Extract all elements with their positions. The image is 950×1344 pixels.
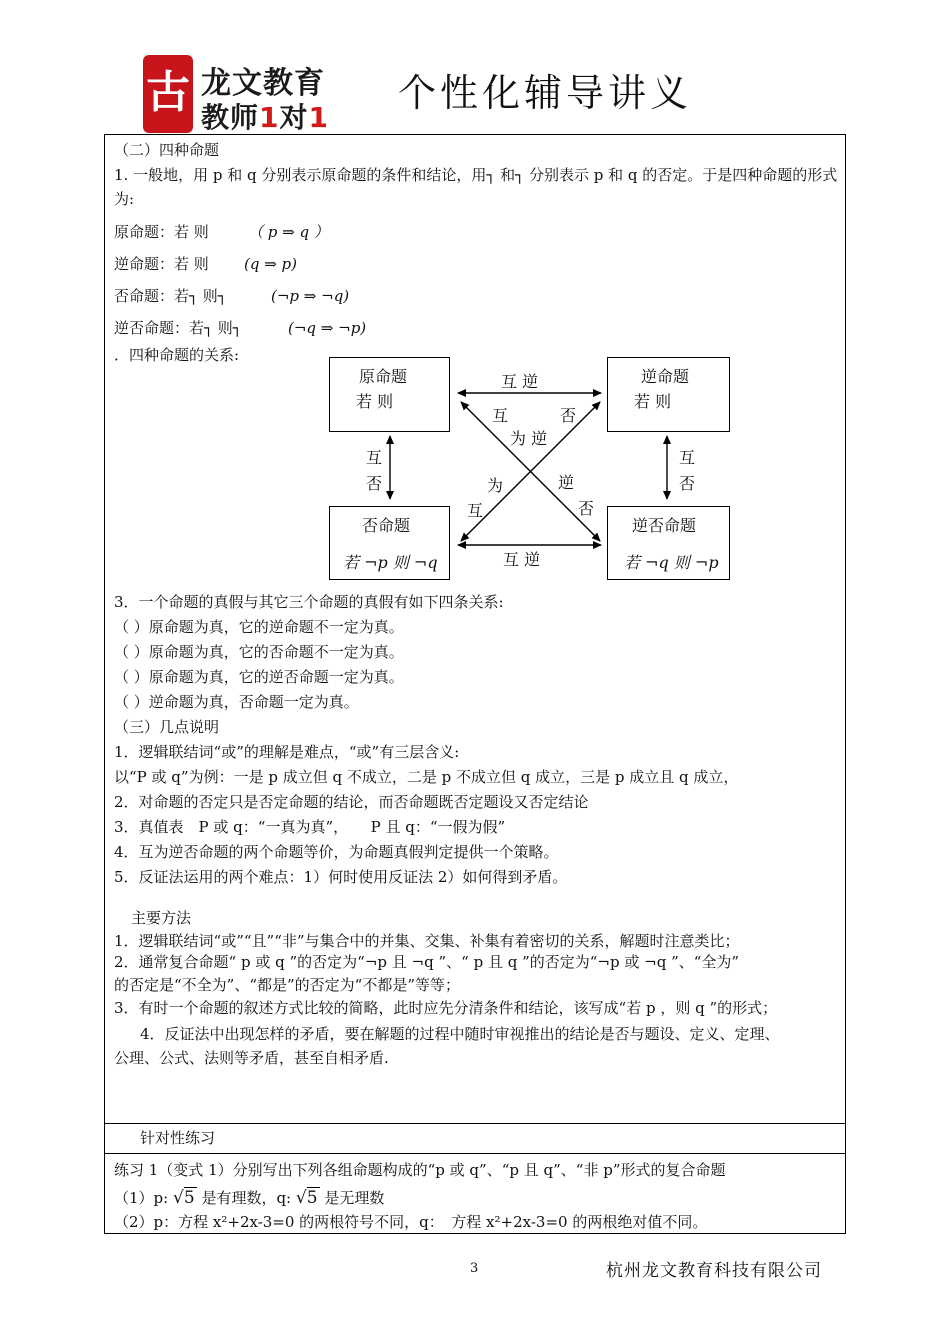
label-diag1-b: 否 [560,406,577,425]
label-diag1-c: 为 逆 [510,429,548,448]
exercise-item-1-c: 是无理数 [324,1189,385,1207]
truth-item: （ ）原命题为真，它的逆否命题一定为真。 [114,668,404,686]
box-original-title: 原命题 [359,367,408,386]
logo-glyph: 古 [146,67,190,118]
converse-proposition-label: 逆命题：若 则 [114,255,209,273]
label-right-b: 否 [679,474,696,493]
label-right-a: 互 [679,448,696,467]
relation-heading: ．四种命题的关系: [114,346,240,364]
methods-line: 4．反证法中出现怎样的矛盾，要在解题的过程中随时审视推出的结论是否与题设、定义、定理、 [140,1025,780,1043]
section3-item: 1．逻辑联结词“或”的理解是难点，“或”有三层含义: [114,743,460,761]
original-proposition-label: 原命题：若 则 [114,223,209,241]
box-converse-body: 若 则 [634,392,672,411]
box-contra-title: 逆否命题 [632,516,697,535]
section3-item: 2．对命题的否定只是否定命题的结论，而否命题既否定题设又否定结论 [114,793,589,811]
brand-tagline-b: 1 [259,101,280,134]
box-inverse-title: 否命题 [362,516,411,535]
label-left-a: 互 [366,448,383,467]
truth-item: （ ）原命题为真，它的否命题不一定为真。 [114,643,404,661]
label-diag2-b: 逆 [558,473,575,492]
section2-intro-line1: 1. 一般地，用 p 和 q 分别表示原命题的条件和结论，用┐ 和┐ 分别表示 p 和 q 的否定。于是四种命题的形式 [114,166,838,184]
inverse-proposition-formula: (¬p ⇒ ¬q) [271,287,350,305]
section3-item: 4．互为逆否命题的两个命题等价，为命题真假判定提供一个策略。 [114,843,559,861]
exercise-title: 练习 1（变式 1）分别写出下列各组命题构成的“p 或 q”、“p 且 q”、“非 p”形式的复合命题 [114,1161,726,1179]
section2-intro-line2: 为: [114,190,135,208]
methods-line: 2．通常复合命题“ p 或 q ”的否定为“¬p 且 ¬q ”、“ p 且 q ”的否定为“¬p 或 ¬q ”、“全为” [114,953,740,971]
brand-name: 龙文教育 [201,66,325,101]
label-left-b: 否 [366,474,383,493]
methods-line: 3．有时一个命题的叙述方式比较的简略，此时应先分清条件和结论，该写成“若 p ，则 q ”的形式； [114,999,778,1017]
methods-line: 的否定是“不全为”、“都是”的否定为“不都是”等等； [114,976,461,994]
original-proposition-formula: （ p ⇒ q ） [248,223,329,241]
contrapositive-label: 逆否命题：若┐ 则┐ [114,319,242,337]
label-diag1-a: 互 [492,406,509,425]
contrapositive-formula: (¬q ⇒ ¬p) [288,319,367,337]
truth-item: （ ）逆命题为真，否命题一定为真。 [114,693,359,711]
page-title: 个性化辅导讲义 [398,71,693,115]
label-diag2-c: 互 [467,501,484,520]
label-bottom-converse: 互 逆 [503,550,541,569]
sqrt-icon: √ [172,1188,184,1208]
exercise-item-2: （2）p：方程 x²+2x-3=0 的两根符号不同，q： 方程 x²+2x-3=0 的两根绝对值不同。 [114,1213,708,1231]
brand-tagline-d: 1 [308,101,329,134]
section2-heading: （二）四种命题 [114,141,220,159]
practice-heading: 针对性练习 [140,1129,216,1147]
exercise-item-1-b: 是有理数，q: [201,1189,292,1207]
methods-heading: 主要方法 [131,909,192,927]
box-contra-body: 若 ¬q 则 ¬p [624,553,719,572]
converse-proposition-formula: (q ⇒ p) [244,255,298,273]
sqrt-icon: √ [295,1188,307,1208]
section3-heading: （三）几点说明 [114,718,220,736]
exercise-item-1-a: （1）p: [114,1189,169,1207]
methods-line: 公理、公式、法则等矛盾，甚至自相矛盾. [114,1049,389,1067]
page-number: 3 [470,1261,479,1276]
section3-item: 5．反证法运用的两个难点：1）何时使用反证法 2）如何得到矛盾。 [114,868,568,886]
sqrt-radicand: 5 [183,1188,195,1208]
inverse-proposition-label: 否命题：若┐ 则┐ [114,287,227,305]
truth-heading: 3．一个命题的真假与其它三个命题的真假有如下四条关系: [114,593,504,611]
box-original-body: 若 则 [356,392,394,411]
section3-item: 3．真值表 P 或 q：“一真为真”， P 且 q：“一假为假” [114,818,506,836]
brand-tagline-a: 教师 [201,101,260,134]
label-top-converse: 互 逆 [501,372,539,391]
label-diag2-a: 为 [487,476,504,495]
box-converse-title: 逆命题 [641,367,690,386]
company-name: 杭州龙文教育科技有限公司 [606,1261,822,1281]
sqrt-radicand: 5 [306,1188,318,1208]
brand-tagline-c: 对 [279,101,309,134]
box-inverse-body: 若 ¬p 则 ¬q [343,553,438,572]
truth-item: （ ）原命题为真，它的逆命题不一定为真。 [114,618,404,636]
exercise-item-1 [114,1188,384,1208]
section3-item: 以“P 或 q”为例：一是 p 成立但 q 不成立，二是 p 不成立但 q 成立，三是 p 成立且 q 成立， [114,768,739,786]
methods-line: 1．逻辑联结词“或”“且”“非”与集合中的并集、交集、补集有着密切的关系，解题时注意类比； [114,932,740,950]
label-diag2-d: 否 [578,499,595,518]
